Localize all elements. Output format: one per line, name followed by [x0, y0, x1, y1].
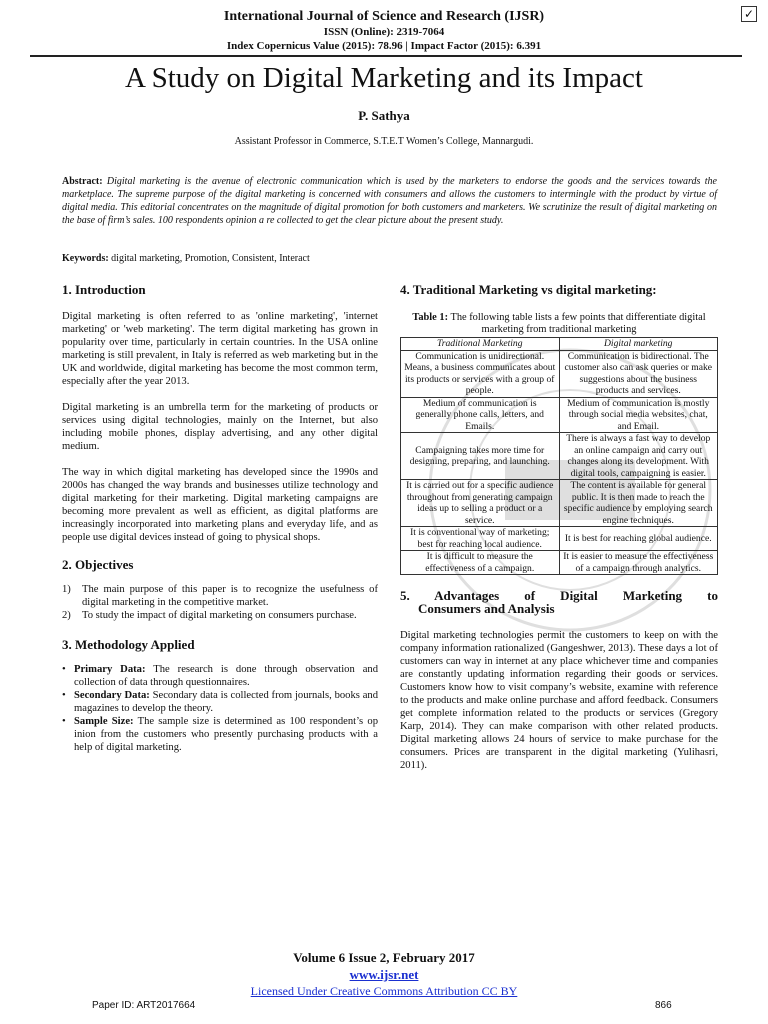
bullet-icon: •: [62, 690, 66, 701]
checkbox-icon: ✓: [741, 6, 757, 22]
list-marker: 1): [62, 584, 71, 595]
intro-paragraph-1: Digital marketing is often referred to as 'online marketing', 'internet marketing' or 'web marketing'. The term digital marketing has grown in popularity over time, particularly in certain countries. In the USA online marketing is still prevalent, in Italy is referred as web marketing but in the UK and worldwide, digital marketing has become the most common term, especially after the year 2013.: [62, 311, 378, 387]
list-item: [62, 609, 378, 622]
bullet-icon: •: [62, 716, 66, 727]
keywords-label: Keywords:: [62, 253, 109, 264]
section-heading-objectives: 2. Objectives: [62, 557, 134, 572]
objective-text: The main purpose of this paper is to recognize the usefulness of digital marketing in the competitive market.: [82, 584, 378, 608]
footer-paper-id: Paper ID: ART2017664: [92, 1000, 196, 1011]
method-label: Secondary Data:: [74, 690, 150, 701]
table-caption-text: The following table lists a few points that differentiate digital marketing from traditional marketing: [450, 312, 706, 335]
right-column: [400, 283, 718, 772]
list-item: [62, 689, 378, 715]
method-text: Secondary data is collected from journals, books and magazines to develop the theory.: [74, 690, 378, 714]
table-row: [401, 397, 718, 433]
section-heading-traditional: 4. Traditional Marketing vs digital marketing:: [400, 282, 657, 297]
advantages-paragraph: Digital marketing technologies permit the customers to keep on with the company information rationalized (Gangeshwer, 2013). These days a lot of customers can way in internet at any place whichever time and companies are constantly updating information regarding their goods or services. Customers know how to visit company’s website, examine with reference to the products and make online purchase and afford feedback. Consumers get complete information related to the products or services (Gregory Karp, 2014). They can make comparison with other related products. Digital marketing allows 24 hours of service to make purchase for the consumers. Prices are transparent in the digital marketing (Yulihasri, 2011).: [400, 630, 718, 771]
table-cell: It is best for reaching global audience.: [559, 527, 718, 551]
table-caption-label: Table 1:: [412, 312, 449, 323]
table-cell: Communication is unidirectional. Means, a business communicates about its products or services with a group of people.: [401, 350, 560, 397]
table-caption: [400, 312, 718, 336]
table-cell: Campaigning takes more time for designing, preparing, and launching.: [401, 433, 560, 480]
table-cell: There is always a fast way to develop an online campaign and carry out changes along its development. With digital tools, campaigning is easier.: [559, 433, 718, 480]
abstract-label: Abstract:: [62, 176, 103, 187]
objectives-list: [62, 583, 378, 622]
footer-license-link[interactable]: Licensed Under Creative Commons Attribution CC BY: [250, 984, 518, 998]
abstract-text: Digital marketing is the avenue of electronic communication which is used by the marketers to endorse the goods and the services towards the marketplace. The supreme purpose of the digital marketing is concerned with consumers and allows the customers to intermingle with the product by virtue of digital media. This editorial concentrates on the magnitude of digital promotion for both customers and marketers. We scrutinize the result of digital marketing on the base of firm’s sales. 100 respondents opinion a re collected to get the clear picture about the present study.: [62, 176, 717, 226]
journal-issn: ISSN (Online): 2319-7064: [323, 26, 445, 38]
table-header-row: [401, 338, 718, 351]
journal-index: Index Copernicus Value (2015): 78.96 | Impact Factor (2015): 6.391: [226, 40, 542, 52]
table-row: [401, 350, 718, 397]
paper-title: A Study on Digital Marketing and its Impact: [125, 62, 643, 94]
objective-text: To study the impact of digital marketing on consumers purchase.: [82, 610, 357, 621]
table-row: [401, 433, 718, 480]
table-cell: Communication is bidirectional. The customer also can ask queries or make suggestions about the business products and services.: [559, 350, 718, 397]
method-text: The research is done through observation and collection of data through questionnaires.: [74, 664, 378, 688]
list-marker: 2): [62, 610, 71, 621]
method-label: Primary Data:: [74, 664, 146, 675]
abstract: [62, 175, 717, 227]
table-cell: It is conventional way of marketing; best for reaching local audience.: [401, 527, 560, 551]
section-heading-advantages-line1: 5. Advantages of Digital Marketing to: [400, 588, 718, 603]
header-divider: [30, 55, 742, 57]
intro-paragraph-3: The way in which digital marketing has developed since the 1990s and 2000s has changed the way brands and businesses utilize technology and digital marketing for their marketing. Digital marketing campaigns are becoming more prevalent as well as efficient, as digital platforms are increasingly incorporated into marketing plans and everyday life, and as people use digital devices instead of going to physical shops.: [62, 467, 378, 543]
bullet-icon: •: [62, 664, 66, 675]
section-heading-introduction: 1. Introduction: [62, 282, 146, 297]
table-cell: The content is available for general public. It is then made to reach the specific audience by employing search engine techniques.: [559, 480, 718, 527]
author-affiliation: Assistant Professor in Commerce, S.T.E.T Women’s College, Mannargudi.: [234, 136, 534, 147]
comparison-table: [400, 337, 718, 575]
section-heading-advantages-line2: Consumers and Analysis: [418, 601, 555, 616]
list-item: [62, 715, 378, 754]
methodology-list: [62, 663, 378, 754]
table-cell: Medium of communication is generally phone calls, letters, and Emails.: [401, 397, 560, 433]
journal-name: International Journal of Science and Research (IJSR): [223, 9, 545, 24]
column-header: Digital marketing: [559, 338, 718, 351]
table-cell: It is difficult to measure the effectiveness of a campaign.: [401, 551, 560, 575]
keywords: [62, 253, 310, 264]
section-heading-methodology: 3. Methodology Applied: [62, 637, 195, 652]
left-column: [62, 283, 378, 754]
method-label: Sample Size:: [74, 716, 134, 727]
intro-paragraph-2: Digital marketing is an umbrella term for the marketing of products or services using digital technologies, mainly on the Internet, but also including mobile phones, display advertising, and any other digital medium.: [62, 402, 378, 452]
table-cell: Medium of communication is mostly through social media websites, chat, and Email.: [559, 397, 718, 433]
footer-page-number: 866: [655, 1000, 672, 1011]
table-cell: It is easier to measure the effectiveness of a campaign through analytics.: [559, 551, 718, 575]
keywords-text: digital marketing, Promotion, Consistent, Interact: [111, 253, 310, 264]
list-item: [62, 583, 378, 609]
table-row: [401, 551, 718, 575]
method-text: The sample size is determined as 100 respondent’s op inion from the customers who presently purchasing products with a help of digital marketing.: [74, 716, 378, 753]
table-cell: It is carried out for a specific audience throughout from generating campaign ideas up to selling a product or a service.: [401, 480, 560, 527]
author-name: P. Sathya: [358, 108, 410, 123]
table-row: [401, 527, 718, 551]
list-item: [62, 663, 378, 689]
footer-url-link[interactable]: www.ijsr.net: [349, 967, 419, 982]
column-header: Traditional Marketing: [401, 338, 560, 351]
footer-volume: Volume 6 Issue 2, February 2017: [293, 950, 475, 965]
table-row: [401, 480, 718, 527]
